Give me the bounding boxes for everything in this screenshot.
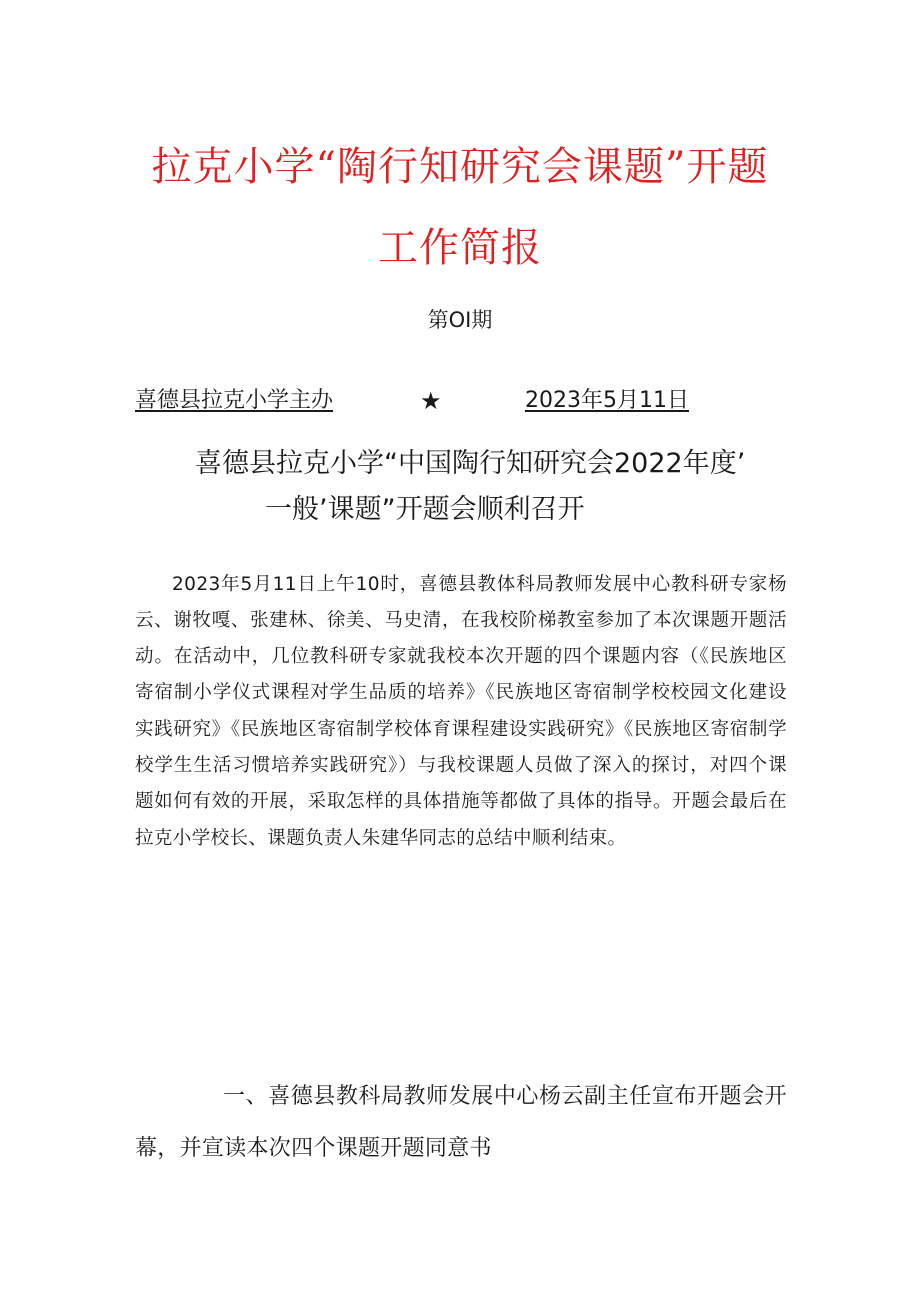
organizer: 喜德县拉克小学主办 [135,388,334,413]
issue-number: 第OI期 [427,308,493,332]
body-paragraph: 2023年5月11日上午10时，喜德县教体科局教师发展中心教科研专家杨云、谢牧嘎、张建林、徐美、马史清，在我校阶梯教室参加了本次课题开题活动。在活动中，几位教科研专家就我校本次开题的四个课题内容（《民族地区寄宿制小学仪式课程对学生品质的培养》《民族地区寄宿制学校校园文化建设实践研究》《民族地区寄宿制学校体育课程建设实践研究》《民族地区寄宿制学校学生生活习惯培养实践研究》）与我校课题人员做了深入的探讨，对四个课题如何有效的开展，采取怎样的具体措施等都做了具体的指导。开题会最后在拉克小学校长、课题负责人朱建华同志的总结中顺利结束。 [135,573,787,849]
headline-line-1: 喜德县拉克小学“中国陶行知研究会2022年度’ [195,448,746,479]
headline-line-2: 一般’课题”开题会顺利召开 [265,494,585,525]
issue-date: 2023年5月11日 [525,388,689,413]
masthead [135,386,705,418]
document-title-line-1: 拉克小学“陶行知研究会课题”开题 [151,144,769,190]
star-icon: ★ [420,387,442,415]
section-heading-1: 一、喜德县教科局教师发展中心杨云副主任宣布开题会开幕，并宣读本次四个课题开题同意书 [135,1084,787,1161]
document-title-line-2: 工作简报 [378,225,542,271]
